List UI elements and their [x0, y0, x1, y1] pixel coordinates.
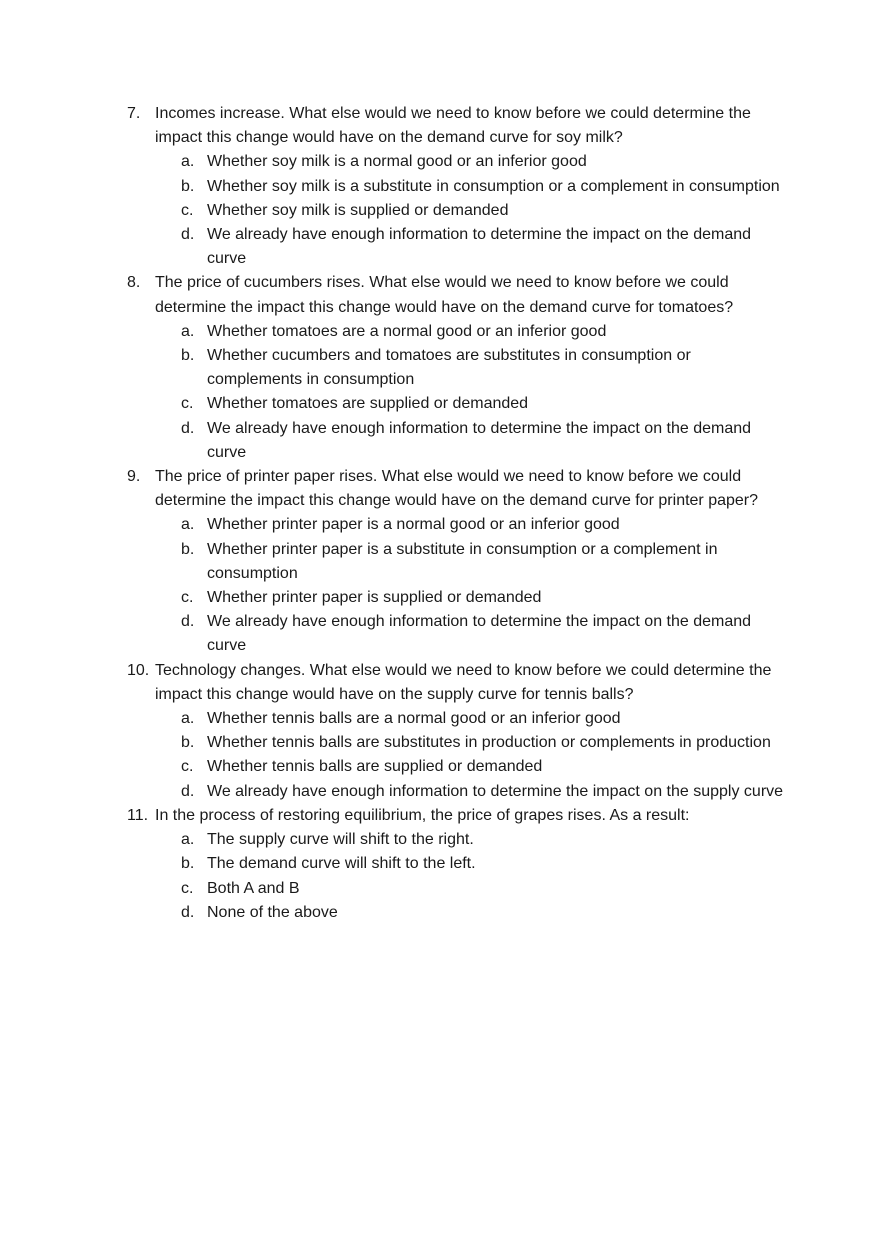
option-letter: a.: [181, 516, 195, 534]
question-item: [127, 465, 787, 659]
option-item: [155, 538, 787, 586]
question-number: 10.: [127, 661, 150, 679]
question-text: The price of printer paper rises. What else would we need to know before we could determine the impact this change would have on the demand curve for printer paper?: [155, 468, 759, 510]
option-text: Whether cucumbers and tomatoes are substitutes in consumption or complements in consumption: [207, 347, 691, 389]
option-list: [155, 513, 787, 658]
option-letter: d.: [181, 782, 195, 800]
option-text: Whether printer paper is a substitute in consumption or a complement in consumption: [207, 540, 718, 582]
question-item: [127, 659, 787, 804]
option-text: We already have enough information to determine the impact on the demand curve: [207, 419, 752, 461]
option-text: The demand curve will shift to the left.: [207, 855, 476, 873]
question-number: 11.: [127, 806, 149, 824]
option-letter: a.: [181, 322, 195, 340]
option-letter: b.: [181, 855, 195, 873]
option-text: Whether tomatoes are supplied or demanded: [207, 395, 529, 413]
option-item: [155, 320, 787, 344]
option-item: [155, 513, 787, 537]
option-text: Whether tomatoes are a normal good or an inferior good: [207, 322, 607, 340]
question-text: In the process of restoring equilibrium, the price of grapes rises. As a result:: [155, 806, 690, 824]
option-letter: b.: [181, 347, 195, 365]
question-text: The price of cucumbers rises. What else would we need to know before we could determine the impact this change would have on the demand curve for tomatoes?: [155, 274, 734, 316]
question-number: 7.: [127, 105, 141, 122]
question-text: Incomes increase. What else would we need to know before we could determine the impact this change would have on the demand curve for soy milk?: [155, 105, 751, 147]
option-text: We already have enough information to determine the impact on the demand curve: [207, 226, 752, 268]
option-letter: c.: [181, 395, 194, 413]
option-list: [155, 150, 787, 271]
question-item: [127, 102, 787, 271]
question-list: [127, 102, 787, 925]
option-item: [155, 707, 787, 731]
option-text: Whether tennis balls are a normal good or an inferior good: [207, 710, 621, 728]
question-number: 9.: [127, 468, 141, 486]
option-item: [155, 344, 787, 392]
option-text: Whether soy milk is a normal good or an inferior good: [207, 153, 587, 171]
option-letter: d.: [181, 419, 195, 437]
option-letter: a.: [181, 153, 195, 171]
option-item: [155, 586, 787, 610]
option-text: Whether printer paper is supplied or demanded: [207, 589, 542, 607]
option-list: [155, 320, 787, 465]
option-item: [155, 901, 787, 925]
option-text: Whether tennis balls are supplied or demanded: [207, 758, 543, 776]
option-item: [155, 150, 787, 174]
option-item: [155, 223, 787, 271]
option-letter: c.: [181, 589, 194, 607]
option-letter: b.: [181, 177, 195, 195]
option-item: [155, 877, 787, 901]
option-item: [155, 731, 787, 755]
option-item: [155, 392, 787, 416]
option-text: We already have enough information to determine the impact on the demand curve: [207, 613, 752, 655]
option-letter: a.: [181, 831, 195, 849]
option-text: The supply curve will shift to the right.: [207, 831, 474, 849]
option-text: Whether soy milk is a substitute in consumption or a complement in consumption: [207, 177, 780, 195]
option-text: Both A and B: [207, 879, 300, 897]
option-letter: d.: [181, 903, 195, 921]
option-item: [155, 780, 787, 804]
option-item: [155, 755, 787, 779]
option-item: [155, 852, 787, 876]
option-text: None of the above: [207, 903, 338, 921]
option-text: Whether tennis balls are substitutes in production or complements in production: [207, 734, 771, 752]
option-letter: c.: [181, 879, 194, 897]
option-letter: a.: [181, 710, 195, 728]
option-letter: b.: [181, 734, 195, 752]
option-item: [155, 199, 787, 223]
option-list: [155, 828, 787, 925]
question-text: Technology changes. What else would we need to know before we could determine the impact this change would have on the supply curve for tennis balls?: [155, 661, 772, 703]
option-item: [155, 417, 787, 465]
option-letter: d.: [181, 613, 195, 631]
option-letter: b.: [181, 540, 195, 558]
option-text: Whether printer paper is a normal good or an inferior good: [207, 516, 620, 534]
question-item: [127, 804, 787, 925]
option-item: [155, 175, 787, 199]
option-text: Whether soy milk is supplied or demanded: [207, 201, 509, 219]
option-item: [155, 610, 787, 658]
option-item: [155, 828, 787, 852]
option-letter: d.: [181, 226, 195, 244]
option-letter: c.: [181, 758, 194, 776]
question-number: 8.: [127, 274, 141, 292]
question-item: [127, 271, 787, 465]
option-letter: c.: [181, 201, 194, 219]
option-list: [155, 707, 787, 804]
option-text: We already have enough information to determine the impact on the supply curve: [207, 782, 784, 800]
